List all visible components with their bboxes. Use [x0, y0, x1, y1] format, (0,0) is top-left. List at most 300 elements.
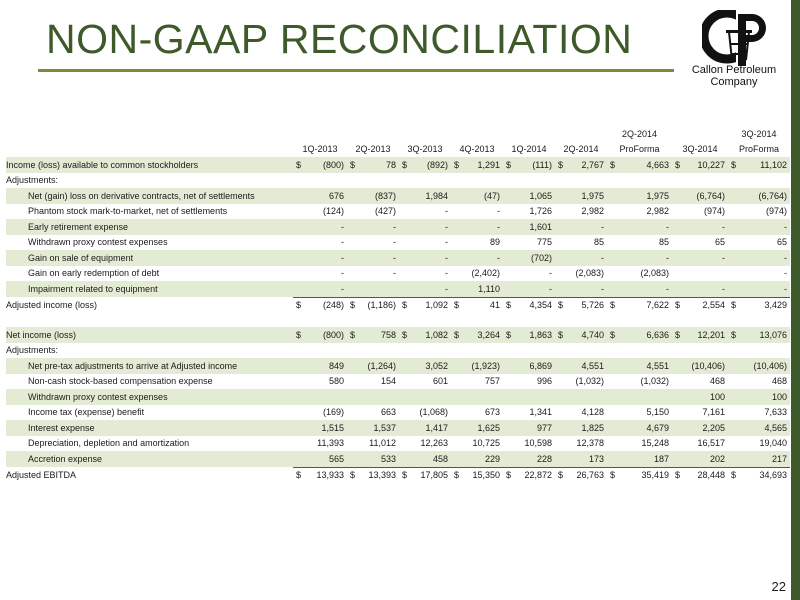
dollar-sign: [503, 389, 515, 405]
cell-value: (837): [359, 188, 399, 204]
cell-value: 1,417: [411, 420, 451, 436]
dollar-sign: [293, 281, 307, 297]
dollar-sign: [451, 436, 463, 452]
adjustments-label: Adjustments:: [6, 175, 59, 186]
cell-value: -: [497, 206, 500, 217]
cell-value: -: [411, 281, 451, 297]
right-accent-bar: [791, 0, 800, 600]
dollar-sign: [503, 235, 515, 251]
dollar-sign: [672, 420, 684, 436]
row-label: Gain on early redemption of debt: [28, 268, 160, 279]
cell-value: 22,872: [524, 470, 552, 481]
dollar-sign: [672, 374, 684, 390]
cell-value: 758: [359, 327, 399, 343]
cell-value: 15,350: [472, 470, 500, 481]
row-label: Net pre-tax adjustments to arrive at Adjusted income: [6, 358, 293, 374]
cell-value: 217: [742, 451, 790, 467]
cell-value: 228: [515, 451, 555, 467]
row-label: Net income (loss): [6, 327, 293, 343]
cell-value: 977: [515, 420, 555, 436]
table-row: [6, 157, 790, 173]
cell-value: [307, 389, 347, 405]
dollar-sign: [728, 266, 742, 282]
dollar-sign: [399, 235, 411, 251]
dollar-sign: [347, 281, 359, 297]
cell-value: (800): [307, 327, 347, 343]
dollar-sign: $: [610, 470, 616, 481]
table-row: [6, 436, 790, 452]
cell-value: -: [621, 219, 672, 235]
cell-value: -: [359, 250, 399, 266]
column-header: 1Q-2014: [511, 144, 547, 155]
dollar-sign: [293, 374, 307, 390]
dollar-sign: [728, 219, 742, 235]
table-row: [6, 173, 790, 189]
cell-value: 1,625: [463, 420, 503, 436]
table-row: [6, 467, 790, 483]
title-underline: [38, 69, 674, 72]
cell-value: (427): [374, 206, 396, 217]
dollar-sign: [555, 250, 567, 266]
dollar-sign: [293, 219, 307, 235]
cell-value: 85: [593, 237, 604, 248]
dollar-sign: [451, 266, 463, 282]
dollar-sign: $: [728, 157, 742, 173]
cell-value: 10,725: [472, 438, 500, 449]
dollar-sign: [672, 204, 684, 220]
dollar-sign: [672, 219, 684, 235]
cell-value: [463, 389, 503, 405]
dollar-sign: [672, 266, 684, 282]
dollar-sign: [728, 250, 742, 266]
header-spacer: [6, 142, 293, 158]
dollar-sign: $: [558, 470, 564, 481]
cell-value: 2,982: [581, 206, 604, 217]
dollar-sign: $: [451, 327, 463, 343]
cell-value: 11,102: [742, 157, 790, 173]
dollar-sign: [555, 420, 567, 436]
dollar-sign: [555, 405, 567, 421]
column-header: 2Q-2013: [355, 144, 391, 155]
cell-value: -: [684, 281, 728, 297]
cell-value: 11,393: [317, 438, 344, 449]
cell-value: 3,429: [764, 300, 787, 311]
dollar-sign: [728, 281, 742, 297]
dollar-sign: $: [607, 157, 621, 173]
dollar-sign: [451, 204, 463, 220]
dollar-sign: [503, 374, 515, 390]
cell-value: [359, 281, 399, 297]
dollar-sign: [607, 420, 621, 436]
cell-value: (248): [322, 300, 344, 311]
cell-value: 1,065: [515, 188, 555, 204]
logo-name-line2: Company: [710, 76, 758, 88]
cell-value: 468: [771, 376, 787, 387]
column-header-top: [451, 126, 503, 142]
cell-value: -: [307, 250, 347, 266]
cell-value: 5,150: [646, 407, 669, 418]
dollar-sign: [293, 420, 307, 436]
cell-value: [567, 389, 607, 405]
column-header-top-row: [6, 126, 790, 142]
column-header-top: [347, 126, 399, 142]
cell-value: -: [784, 268, 787, 279]
column-header-top: [399, 126, 451, 142]
dollar-sign: [728, 405, 742, 421]
cell-value: 1,537: [359, 420, 399, 436]
dollar-sign: [607, 250, 621, 266]
dollar-sign: [672, 405, 684, 421]
table-row: [6, 281, 790, 297]
table-row: [6, 405, 790, 421]
dollar-sign: [728, 451, 742, 467]
dollar-sign: [555, 358, 567, 374]
cell-value: 533: [359, 451, 399, 467]
cell-value: 15,248: [641, 438, 669, 449]
cell-value: (6,764): [684, 188, 728, 204]
table-row: [6, 297, 790, 313]
empty-cell: [6, 313, 790, 327]
dollar-sign: [347, 451, 359, 467]
cell-value: 2,554: [702, 300, 725, 311]
cell-value: 601: [432, 376, 448, 387]
cell-value: 1,825: [567, 420, 607, 436]
cell-value: 663: [380, 407, 396, 418]
dollar-sign: [293, 451, 307, 467]
cell-value: 13,393: [368, 470, 396, 481]
cell-value: -: [445, 206, 448, 217]
column-header-top: [672, 126, 728, 142]
row-label: Adjusted income (loss): [6, 300, 98, 310]
dollar-sign: [293, 389, 307, 405]
row-label: Income (loss) available to common stockholders: [6, 157, 293, 173]
dollar-sign: [503, 420, 515, 436]
column-header-row: [6, 142, 790, 158]
cell-value: (1,032): [640, 376, 669, 387]
dollar-sign: [293, 266, 307, 282]
cell-value: 468: [709, 376, 725, 387]
dollar-sign: $: [728, 327, 742, 343]
cell-value: 1,291: [463, 157, 503, 173]
dollar-sign: [451, 235, 463, 251]
dollar-sign: $: [402, 300, 408, 311]
page-title: NON-GAAP RECONCILIATION: [46, 16, 633, 62]
cell-value: -: [567, 219, 607, 235]
dollar-sign: [347, 219, 359, 235]
dollar-sign: [503, 204, 515, 220]
cell-value: 1,984: [411, 188, 451, 204]
dollar-sign: [293, 204, 307, 220]
cell-value: 4,679: [621, 420, 672, 436]
cell-value: (1,032): [575, 376, 604, 387]
dollar-sign: [503, 219, 515, 235]
cell-value: (1,068): [419, 407, 448, 418]
dollar-sign: [607, 389, 621, 405]
cell-value: (6,764): [742, 188, 790, 204]
cell-value: 5,726: [581, 300, 604, 311]
row-label: Withdrawn proxy contest expenses: [6, 389, 293, 405]
cell-value: (1,923): [463, 358, 503, 374]
cell-value: (169): [322, 407, 344, 418]
dollar-sign: $: [675, 300, 681, 311]
adjustments-label: Adjustments:: [6, 345, 59, 356]
table-row: [6, 420, 790, 436]
dollar-sign: $: [454, 300, 460, 311]
cell-value: 35,419: [641, 470, 669, 481]
cell-value: 1,975: [567, 188, 607, 204]
dollar-sign: [728, 358, 742, 374]
row-label: Adjusted EBITDA: [6, 470, 77, 480]
dollar-sign: [451, 358, 463, 374]
cell-value: 4,565: [742, 420, 790, 436]
dollar-sign: [728, 204, 742, 220]
dollar-sign: [347, 405, 359, 421]
dollar-sign: [399, 250, 411, 266]
dollar-sign: [347, 358, 359, 374]
dollar-sign: [672, 281, 684, 297]
dollar-sign: [555, 188, 567, 204]
cell-value: -: [684, 250, 728, 266]
cell-value: [684, 266, 728, 282]
column-header: 1Q-2013: [302, 144, 338, 155]
row-label: Income tax (expense) benefit: [28, 407, 145, 418]
row-label: Gain on sale of equipment: [6, 250, 293, 266]
dollar-sign: [293, 250, 307, 266]
dollar-sign: [451, 389, 463, 405]
cell-value: 1,092: [425, 300, 448, 311]
row-label: Non-cash stock-based compensation expense: [28, 376, 213, 387]
dollar-sign: $: [402, 470, 408, 481]
cell-value: 187: [621, 451, 672, 467]
cell-value: -: [463, 250, 503, 266]
dollar-sign: $: [558, 300, 564, 311]
dollar-sign: $: [731, 300, 737, 311]
column-header-top: 3Q-2014: [741, 128, 777, 139]
row-label: Accretion expense: [6, 451, 293, 467]
dollar-sign: $: [731, 470, 737, 481]
cell-value: 85: [658, 237, 669, 248]
cell-value: 4,740: [567, 327, 607, 343]
dollar-sign: [728, 389, 742, 405]
cell-value: 6,636: [621, 327, 672, 343]
dollar-sign: [607, 436, 621, 452]
dollar-sign: [399, 281, 411, 297]
dollar-sign: $: [506, 470, 512, 481]
cell-value: (702): [515, 250, 555, 266]
dollar-sign: $: [675, 470, 681, 481]
dollar-sign: [607, 266, 621, 282]
dollar-sign: [672, 188, 684, 204]
cell-value: -: [621, 281, 672, 297]
cell-value: [411, 389, 451, 405]
cell-value: (974): [703, 206, 725, 217]
dollar-sign: [399, 204, 411, 220]
dollar-sign: $: [451, 157, 463, 173]
cell-value: 849: [307, 358, 347, 374]
cell-value: 4,354: [529, 300, 552, 311]
dollar-sign: $: [399, 327, 411, 343]
table-row: [6, 327, 790, 343]
dollar-sign: [555, 204, 567, 220]
cell-value: 775: [536, 237, 552, 248]
dollar-sign: [451, 420, 463, 436]
logo-mark-icon: [702, 10, 766, 66]
cell-value: 229: [463, 451, 503, 467]
cell-value: 996: [536, 376, 552, 387]
cell-value: 10,227: [684, 157, 728, 173]
table-row: [6, 219, 790, 235]
dollar-sign: [347, 235, 359, 251]
dollar-sign: [451, 374, 463, 390]
cell-value: 65: [776, 237, 787, 248]
cell-value: 7,622: [646, 300, 669, 311]
table-row: [6, 343, 790, 359]
dollar-sign: [555, 281, 567, 297]
dollar-sign: [728, 235, 742, 251]
cell-value: -: [393, 237, 396, 248]
cell-value: -: [359, 219, 399, 235]
cell-value: (892): [411, 157, 451, 173]
column-header: 3Q-2014: [682, 144, 718, 155]
dollar-sign: [399, 188, 411, 204]
cell-value: 580: [328, 376, 344, 387]
dollar-sign: [607, 219, 621, 235]
cell-value: 673: [484, 407, 500, 418]
cell-value: 1,515: [307, 420, 347, 436]
dollar-sign: [347, 389, 359, 405]
cell-value: (10,406): [742, 358, 790, 374]
cell-value: 26,763: [576, 470, 604, 481]
cell-value: 1,082: [411, 327, 451, 343]
cell-value: -: [445, 268, 448, 279]
cell-value: (124): [322, 206, 344, 217]
dollar-sign: [607, 235, 621, 251]
column-header-top: [503, 126, 555, 142]
cell-value: 4,663: [621, 157, 672, 173]
dollar-sign: [451, 281, 463, 297]
dollar-sign: $: [347, 157, 359, 173]
dollar-sign: [347, 204, 359, 220]
dollar-sign: $: [506, 300, 512, 311]
dollar-sign: [672, 358, 684, 374]
cell-value: 41: [489, 300, 500, 311]
cell-value: 100: [684, 389, 728, 405]
cell-value: 13,076: [742, 327, 790, 343]
dollar-sign: [607, 405, 621, 421]
dollar-sign: [503, 281, 515, 297]
cell-value: (2,402): [471, 268, 500, 279]
table-row: [6, 389, 790, 405]
cell-value: 565: [307, 451, 347, 467]
dollar-sign: $: [610, 300, 616, 311]
cell-value: 2,205: [684, 420, 728, 436]
cell-value: 4,128: [581, 407, 604, 418]
dollar-sign: [555, 266, 567, 282]
cell-value: 1,601: [515, 219, 555, 235]
dollar-sign: [451, 405, 463, 421]
dollar-sign: [555, 389, 567, 405]
empty-cell: [293, 343, 790, 359]
table-row: [6, 358, 790, 374]
cell-value: -: [684, 219, 728, 235]
dollar-sign: [399, 219, 411, 235]
dollar-sign: [503, 250, 515, 266]
table-row: [6, 451, 790, 467]
row-label: Early retirement expense: [6, 219, 293, 235]
page-number: 22: [771, 579, 786, 594]
cell-value: 173: [567, 451, 607, 467]
cell-value: 1,110: [463, 281, 503, 297]
cell-value: -: [307, 281, 347, 297]
dollar-sign: [503, 451, 515, 467]
cell-value: (10,406): [684, 358, 728, 374]
row-label: Depreciation, depletion and amortization: [28, 438, 190, 449]
row-label: Interest expense: [6, 420, 293, 436]
dollar-sign: [347, 420, 359, 436]
cell-value: -: [549, 268, 552, 279]
cell-value: 12,263: [420, 438, 448, 449]
logo-name-line1: Callon Petroleum: [691, 64, 777, 76]
column-header: 3Q-2013: [407, 144, 443, 155]
cell-value: 2,982: [646, 206, 669, 217]
row-label: Net (gain) loss on derivative contracts, net of settlements: [6, 188, 293, 204]
dollar-sign: [503, 436, 515, 452]
table-row: [6, 250, 790, 266]
column-header: 2Q-2014: [563, 144, 599, 155]
dollar-sign: [293, 436, 307, 452]
dollar-sign: [293, 188, 307, 204]
cell-value: [359, 389, 399, 405]
dollar-sign: [555, 219, 567, 235]
dollar-sign: [555, 374, 567, 390]
cell-value: 7,633: [764, 407, 787, 418]
dollar-sign: $: [296, 470, 302, 481]
dollar-sign: $: [607, 327, 621, 343]
dollar-sign: [607, 358, 621, 374]
dollar-sign: $: [555, 157, 567, 173]
dollar-sign: $: [350, 470, 356, 481]
dollar-sign: [728, 374, 742, 390]
cell-value: 2,767: [567, 157, 607, 173]
dollar-sign: [347, 266, 359, 282]
cell-value: 1,341: [529, 407, 552, 418]
dollar-sign: [347, 188, 359, 204]
dollar-sign: [672, 250, 684, 266]
dollar-sign: [293, 235, 307, 251]
cell-value: -: [742, 219, 790, 235]
dollar-sign: $: [347, 327, 359, 343]
spacer-row: [6, 313, 790, 327]
row-label: Withdrawn proxy contest expenses: [28, 237, 168, 248]
table-row: [6, 188, 790, 204]
dollar-sign: $: [555, 327, 567, 343]
cell-value: 458: [411, 451, 451, 467]
column-header-top: [293, 126, 347, 142]
dollar-sign: $: [503, 157, 515, 173]
cell-value: -: [567, 281, 607, 297]
dollar-sign: [555, 436, 567, 452]
dollar-sign: [672, 235, 684, 251]
row-label: Impairment related to equipment: [6, 281, 293, 297]
dollar-sign: [555, 451, 567, 467]
cell-value: 89: [489, 237, 500, 248]
cell-value: -: [742, 250, 790, 266]
dollar-sign: [399, 451, 411, 467]
cell-value: (1,264): [359, 358, 399, 374]
dollar-sign: [672, 389, 684, 405]
cell-value: 1,726: [529, 206, 552, 217]
dollar-sign: $: [399, 157, 411, 173]
